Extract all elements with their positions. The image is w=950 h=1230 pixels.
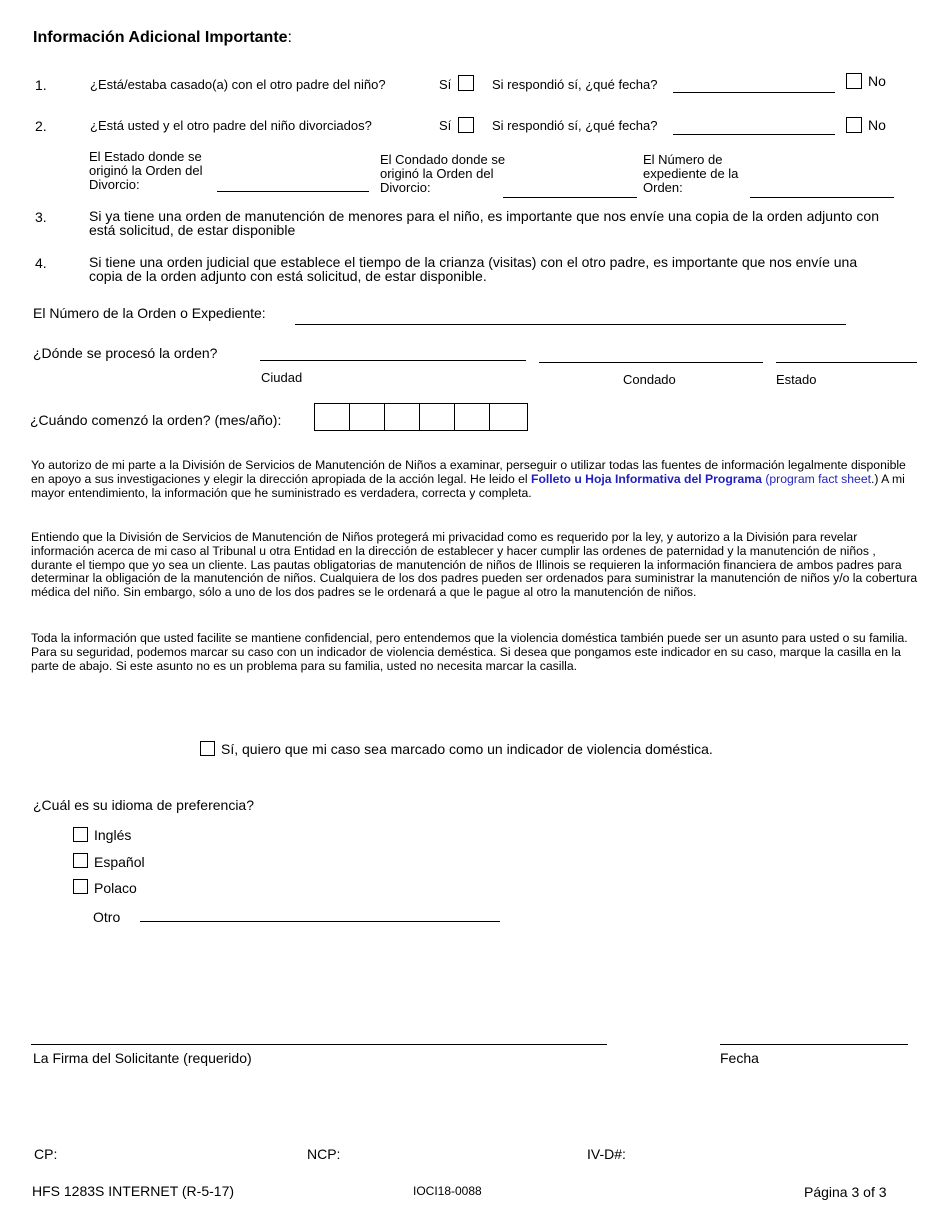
q1-date-label: Si respondió sí, ¿qué fecha? [492,77,658,92]
program-fact-sheet-english-link[interactable]: (program fact sheet [761,471,871,486]
order-state-field[interactable] [776,362,917,363]
q2-number: 2. [35,118,47,134]
divorce-county-field[interactable] [503,197,637,198]
q1-number: 1. [35,77,47,93]
signature-label: La Firma del Solicitante (requerido) [33,1050,252,1066]
date-box-5[interactable] [455,404,490,430]
cp-label: CP: [34,1146,58,1162]
q2-text: ¿Está usted y el otro padre del niño divorciados? [90,118,372,133]
order-number-label: El Número de la Orden o Expediente: [33,305,266,321]
order-county-caption: Condado [623,372,676,387]
q2-yes-checkbox[interactable] [458,117,474,133]
domestic-violence-label: Sí, quiero que mi caso sea marcado como un indicador de violencia doméstica. [221,741,713,757]
q1-no-label: No [868,73,886,89]
signature-date-label: Fecha [720,1050,759,1066]
q2-date-field[interactable] [673,134,835,135]
q1-text: ¿Está/estaba casado(a) con el otro padre del niño? [90,77,386,92]
confidentiality-paragraph: Toda la información que usted facilite se mantiene confidencial, pero entendemos que la violencia doméstica también puede ser un asunto para usted o su familia. Para su seguridad, podemos marcar su caso con un indicador de violencia deméstica. Si desea que pongamos este indicador en su caso, marque la casilla en la parte de abajo. Si este asunto no es un problema para su familia, usted no necesita marcar la casilla. [31,631,908,673]
order-when-label: ¿Cuándo comenzó la orden? (mes/año): [30,412,282,428]
order-state-caption: Estado [776,372,817,387]
order-start-date-boxes[interactable] [314,403,528,431]
date-box-3[interactable] [385,404,420,430]
domestic-violence-checkbox[interactable] [200,741,215,756]
language-spanish-label: Español [94,854,145,870]
divorce-case-label: El Número de expediente de la Orden: [643,152,739,195]
divorce-state-label: El Estado donde se originó la Orden del Divorcio: [89,149,203,192]
item4-text: Si tiene una orden judicial que establece el tiempo de la crianza (visitas) con el otro padre, es importante que nos envíe una copia de la orden adjunto con está solicitud, de estar disponible. [89,254,858,284]
q2-no-checkbox[interactable] [846,117,862,133]
divorce-county-label: El Condado donde se originó la Orden del Divorcio: [380,152,506,195]
ioci-number: IOCI18-0088 [413,1184,482,1198]
language-spanish-checkbox[interactable] [73,853,88,868]
page-heading: Información Adicional Importante: [33,29,292,46]
signature-date-field[interactable] [720,1044,908,1045]
date-box-6[interactable] [490,404,525,430]
authorization-paragraph: Yo autorizo de mi parte a la División de Servicios de Manutención de Niños a examinar, perseguir o utilizar todas las fuentes de información legalmente disponible en apoyo a sus investigaciones y elegir la dirección apropiada de la acción legal. He leido el Folleto u Hoja Informativa del Programa (program fact sheet.) A mi mayor entendimiento, la información que he suministrado es verdadera, correcta y completa. [31,458,906,500]
language-english-label: Inglés [94,827,132,843]
program-fact-sheet-link[interactable]: Folleto u Hoja Informativa del Programa [531,471,762,486]
q1-date-field[interactable] [673,92,835,93]
privacy-paragraph: Entiendo que la División de Servicios de Manutención de Niños protegerá mi privacidad como es requerido por la ley, y autorizo a la División para revelar información acerca de mi caso al Tribunal u otra Entidad en la dirección de establecer y hacer cumplir las ordenes de paternidad y la manutención de niños , durante el tiempo que yo sea un cliente. Las pautas obligatorias de manutención de niños de Illinois se requieren la información financiera de ambos padres para determinar la obligación de la manutención de niños. Cualquiera de los dos padres pueden ser ordenados para suministrar la manutención de niños y/o la cobertura médica del niño. Sin embargo, sólo a uno de los dos padres se le ordenará a que le pague al otro la manutención de niños. [31,530,918,600]
divorce-state-field[interactable] [217,191,369,192]
language-english-checkbox[interactable] [73,827,88,842]
date-box-4[interactable] [420,404,455,430]
item4-number: 4. [35,255,47,271]
language-other-field[interactable] [140,921,500,922]
q2-date-label: Si respondió sí, ¿qué fecha? [492,118,658,133]
ncp-label: NCP: [307,1146,341,1162]
order-where-label: ¿Dónde se procesó la orden? [33,345,218,361]
form-id: HFS 1283S INTERNET (R-5-17) [32,1183,235,1199]
date-box-1[interactable] [315,404,350,430]
language-polish-label: Polaco [94,880,137,896]
order-city-caption: Ciudad [261,370,303,385]
divorce-case-field[interactable] [750,197,894,198]
order-number-field[interactable] [295,324,846,325]
q1-yes-label: Sí [439,77,452,92]
page-number: Página 3 of 3 [804,1184,887,1200]
ivd-label: IV-D#: [587,1146,626,1162]
signature-field[interactable] [31,1044,607,1045]
q1-no-checkbox[interactable] [846,73,862,89]
language-polish-checkbox[interactable] [73,879,88,894]
order-county-field[interactable] [539,362,763,363]
language-question: ¿Cuál es su idioma de preferencia? [33,797,255,813]
q1-yes-checkbox[interactable] [458,75,474,91]
order-city-field[interactable] [260,360,526,361]
date-box-2[interactable] [350,404,385,430]
item3-number: 3. [35,209,47,225]
q2-no-label: No [868,117,886,133]
language-other-label: Otro [93,909,121,925]
item3-text: Si ya tiene una orden de manutención de menores para el niño, es importante que nos envíe una copia de la orden adjunto con está solicitud, de estar disponible [89,208,879,238]
q2-yes-label: Sí [439,118,452,133]
